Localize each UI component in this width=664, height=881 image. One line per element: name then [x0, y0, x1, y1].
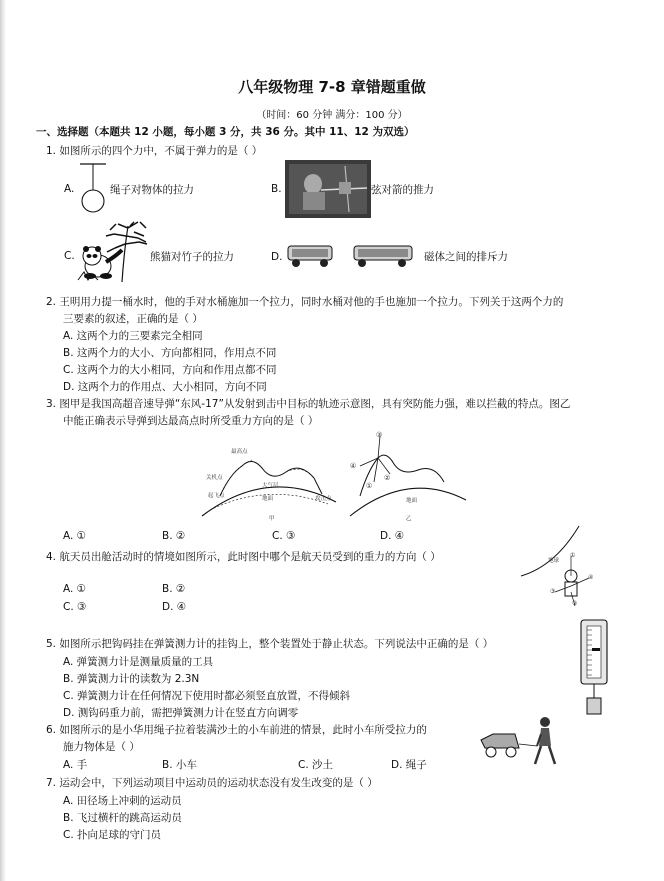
- panda-bamboo-figure: [78, 222, 150, 284]
- q7-option-b: B. 飞过横杆的跳高运动员: [63, 812, 182, 824]
- fig-jia-hit-label: 攻击点: [315, 496, 332, 502]
- q3-option-b: B. ②: [162, 530, 186, 542]
- q3-option-a: A. ①: [63, 530, 87, 542]
- fig-earth-label: 地球: [548, 558, 560, 564]
- q7-option-c: C. 扑向足球的守门员: [63, 829, 162, 841]
- fig-yi-caption: 乙: [406, 516, 412, 522]
- fig-astro-mark-1: ①: [570, 552, 576, 559]
- fig-astro-mark-3: ③: [550, 588, 556, 595]
- fig-jia-top-label: 最高点: [231, 449, 248, 455]
- q7-option-a: A. 田径场上冲刺的运动员: [63, 795, 182, 807]
- q6-option-a: A. 手: [63, 759, 88, 771]
- q2-stem-line2: 三要素的叙述，正确的是（ ）: [63, 313, 203, 325]
- q6-stem-line1: 6. 如图所示的是小华用绳子拉着装满沙土的小车前进的情景，此时小车所受拉力的: [46, 724, 427, 736]
- q5-option-a: A. 弹簧测力计是测量质量的工具: [63, 656, 214, 668]
- q5-option-b: B. 弹簧测力计的读数为 2.3N: [63, 673, 200, 685]
- magnet-carts-figure: [286, 244, 424, 270]
- fig-yi-mark-2: ②: [384, 474, 391, 482]
- fig-jia-shutdown-label: 关机点: [206, 475, 223, 481]
- page-subtitle: （时间：60 分钟 满分：100 分）: [256, 110, 408, 121]
- q3-stem-line1: 3. 图甲是我国高超音速导弹“东风-17”从发射到击中目标的轨迹示意图，具有突防能力强，难以拦截的特点。图乙: [46, 398, 571, 410]
- fig-jia-ground-label: 地面: [262, 496, 274, 502]
- q4-option-d: D. ④: [162, 601, 187, 613]
- fig-jia-caption: 甲: [269, 516, 275, 522]
- q6-option-c: C. 沙土: [298, 759, 334, 771]
- q6-stem-line2: 施力物体是（ ）: [63, 741, 140, 753]
- fig-yi-mark-3: ①: [366, 482, 373, 490]
- fig-yi-mark-4: ④: [350, 462, 357, 470]
- rope-ball-figure: [80, 162, 110, 220]
- q4-stem: 4. 航天员出舱活动时的情境如图所示，此时图中哪个是航天员受到的重力的方向（ ）: [46, 551, 441, 563]
- q1-option-b-text: 弦对箭的推力: [371, 184, 434, 196]
- fig-jia-launch-label: 起飞点: [208, 493, 225, 499]
- q6-option-d: D. 绳子: [391, 759, 427, 771]
- missile-gravity-figure-yi: [346, 430, 470, 524]
- scan-edge-shadow: [0, 0, 6, 881]
- q5-option-c: C. 弹簧测力计在任何情况下使用时都必须竖直放置，不得倾斜: [63, 690, 351, 702]
- q4-option-a: A. ①: [63, 583, 87, 595]
- section-heading: 一、选择题（本题共 12 小题，每小题 3 分，共 36 分。其中 11、12 为双选）: [36, 126, 415, 138]
- page-title: 八年级物理 7-8 章错题重做: [238, 78, 426, 96]
- fig-astro-mark-4: ④: [588, 574, 594, 581]
- q4-option-b: B. ②: [162, 583, 186, 595]
- q3-option-d: D. ④: [380, 530, 405, 542]
- q2-option-a: A. 这两个力的三要素完全相同: [63, 330, 203, 342]
- archer-photo: [285, 160, 371, 218]
- q2-option-c: C. 这两个力的大小相同，方向和作用点都不同: [63, 364, 277, 376]
- fig-astro-mark-2: ②: [572, 600, 578, 607]
- q1-option-a-letter: A.: [64, 183, 75, 195]
- fig-yi-mark-1: ③: [376, 431, 383, 439]
- q1-option-b-letter: B.: [271, 183, 282, 195]
- q6-option-b: B. 小车: [162, 759, 197, 771]
- q2-stem-line1: 2. 王明用力提一桶水时，他的手对水桶施加一个拉力，同时水桶对他的手也施加一个拉力。下列关于这两个力的: [46, 296, 564, 308]
- q2-option-d: D. 这两个力的作用点、大小相同，方向不同: [63, 381, 267, 393]
- q1-option-d-letter: D.: [271, 251, 283, 263]
- q1-option-c-text: 熊猫对竹子的拉力: [150, 251, 234, 263]
- q5-stem: 5. 如图所示把钩码挂在弹簧测力计的挂钩上，整个装置处于静止状态。下列说法中正确的是（ ）: [46, 638, 494, 650]
- q1-option-d-text: 磁体之间的排斥力: [424, 251, 508, 263]
- boy-pulling-cart-figure: [479, 716, 563, 772]
- spring-scale-figure: [577, 618, 611, 718]
- q1-stem: 1. 如图所示的四个力中，不属于弹力的是（ ）: [46, 145, 263, 157]
- q2-option-b: B. 这两个力的大小、方向都相同，作用点不同: [63, 347, 277, 359]
- astronaut-figure: [515, 526, 605, 608]
- q5-option-d: D. 测钩码重力前，需把弹簧测力计在竖直方向调零: [63, 707, 299, 719]
- fig-jia-atmos-label: 大气层: [262, 483, 279, 489]
- q1-option-c-letter: C.: [64, 250, 75, 262]
- q7-stem: 7. 运动会中，下列运动项目中运动员的运动状态没有发生改变的是（ ）: [46, 777, 378, 789]
- fig-yi-ground-label: 地面: [406, 498, 418, 504]
- q1-option-a-text: 绳子对物体的拉力: [110, 184, 194, 196]
- q4-option-c: C. ③: [63, 601, 87, 613]
- q3-option-c: C. ③: [272, 530, 296, 542]
- q3-stem-line2: 中能正确表示导弹到达最高点时所受重力方向的是（ ）: [63, 415, 319, 427]
